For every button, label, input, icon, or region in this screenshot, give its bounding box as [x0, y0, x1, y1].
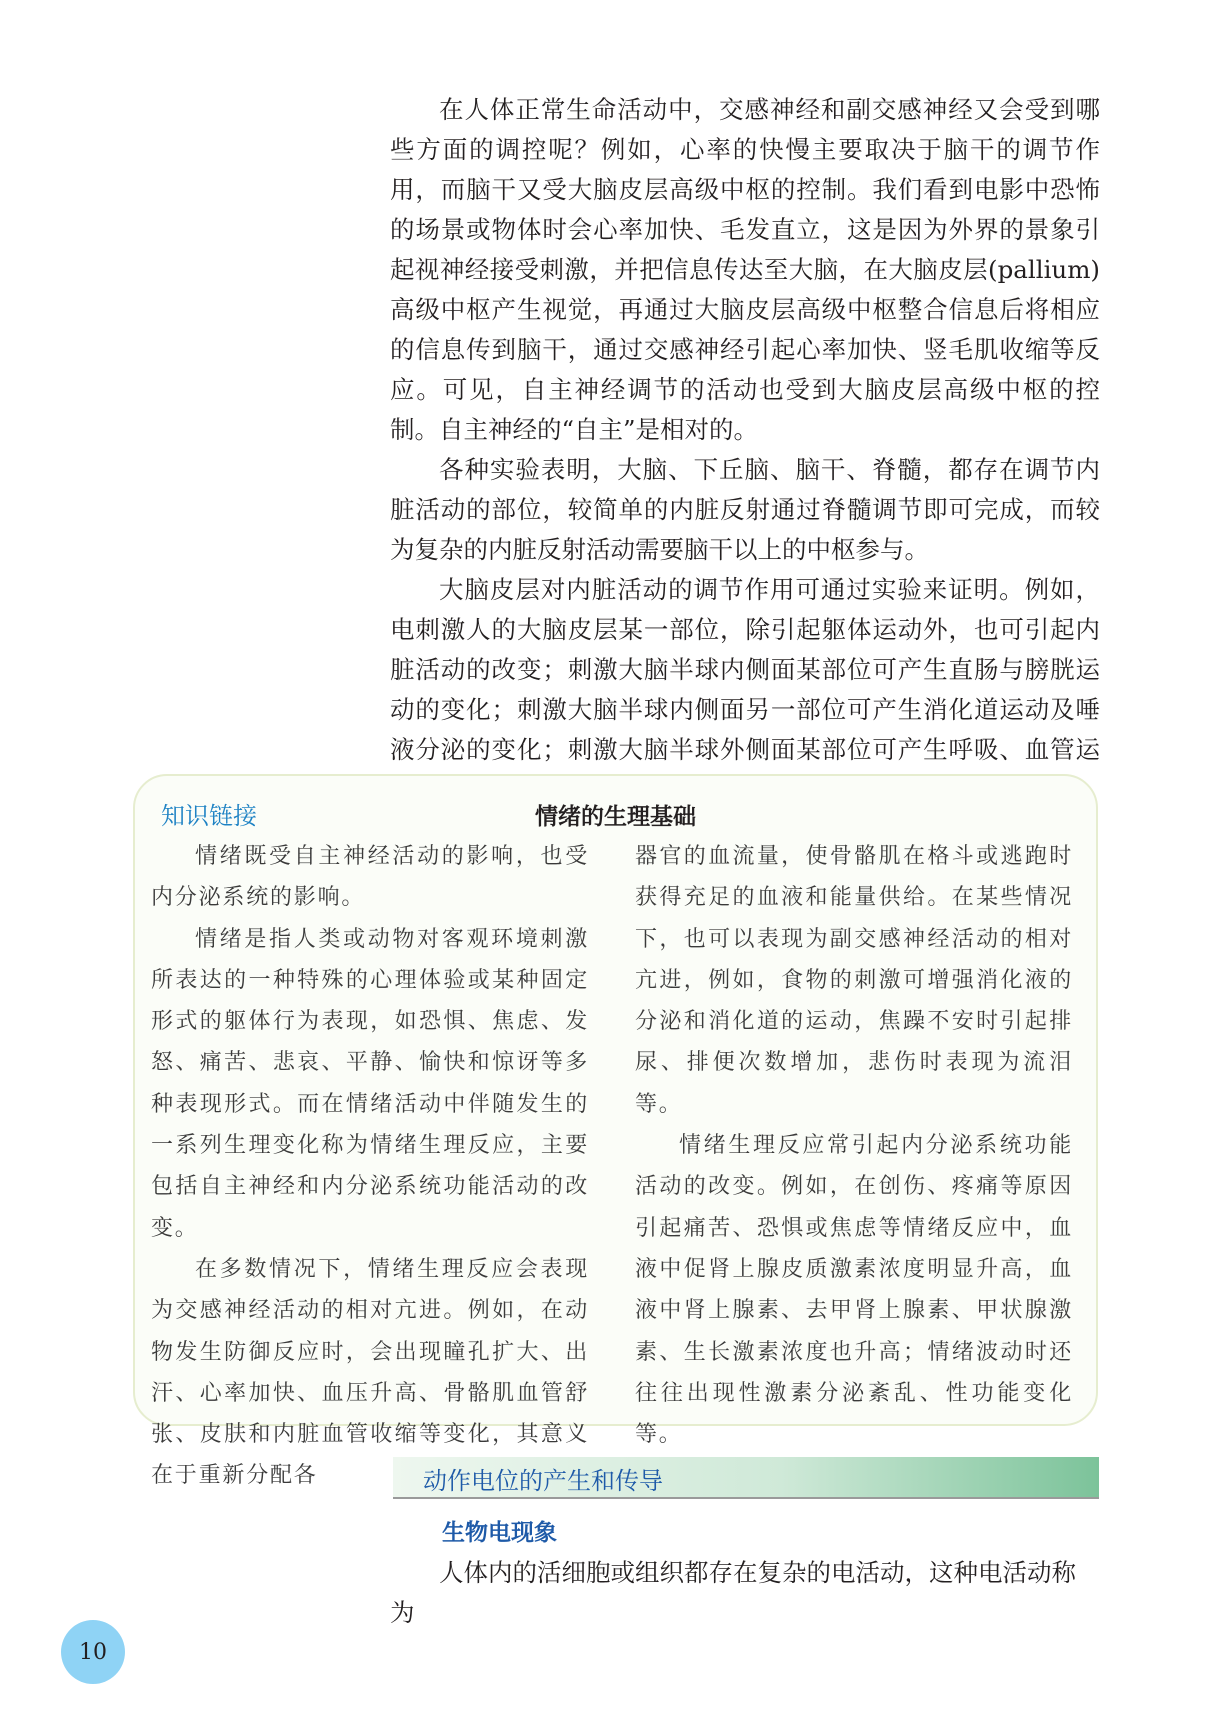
box-paragraph: 情绪是指人类或动物对客观环境刺激所表达的一种特殊的心理体验或某种固定形式的躯体行为表现，如恐惧、焦虑、发怒、痛苦、悲哀、平静、愉快和惊讶等多种表现形式。而在情绪活动中伴随发生的一系列生理变化称为情绪生理反应，主要包括自主神经和内分泌系统功能活动的改变。 — [151, 926, 589, 1241]
box-right-column — [635, 836, 1073, 1455]
paragraph: 人体内的活细胞或组织都存在复杂的电活动，这种电活动称为 — [390, 1558, 1076, 1627]
paragraph: 各种实验表明，大脑、下丘脑、脑干、脊髓，都存在调节内脏活动的部位，较简单的内脏反射通过脊髓调节即可完成，而较为复杂的内脏反射活动需要脑干以上的中枢参与。 — [390, 455, 1100, 564]
box-paragraph: 在多数情况下，情绪生理反应会表现为交感神经活动的相对亢进。例如，在动物发生防御反应时，会出现瞳孔扩大、出汗、心率加快、血压升高、骨骼肌血管舒张、皮肤和内脏血管收缩等变化，其意义在于重新分配各 — [151, 1256, 589, 1489]
box-paragraph: 情绪生理反应常引起内分泌系统功能活动的改变。例如，在创伤、疼痛等原因引起痛苦、恐惧或焦虑等情绪反应中，血液中促肾上腺皮质激素浓度明显升高，血液中肾上腺素、去甲肾上腺素、甲状腺激素、生长激素浓度也升高；情绪波动时还往往出现性激素分泌紊乱、性功能变化等。 — [635, 1133, 1073, 1448]
box-left-column — [151, 836, 589, 1497]
subheading: 生物电现象 — [442, 1520, 557, 1546]
box-paragraph-continuation: 器官的血流量，使骨骼肌在格斗或逃跑时获得充足的血液和能量供给。在某些情况下，也可以表现为副交感神经活动的相对亢进，例如，食物的刺激可增强消化液的分泌和消化道的运动，焦躁不安时引起排尿、排便次数增加，悲伤时表现为流泪等。 — [635, 844, 1073, 1117]
page-number: 10 — [61, 1620, 125, 1684]
section-heading-bar — [393, 1457, 1099, 1499]
box-paragraph: 情绪既受自主神经活动的影响，也受内分泌系统的影响。 — [151, 844, 589, 911]
box-title: 情绪的生理基础 — [535, 804, 696, 830]
box-tag: 知识链接 — [161, 802, 257, 830]
paragraph: 大脑皮层对内脏活动的调节作用可通过实验来证明。例如，电刺激人的大脑皮层某一部位，除引起躯体运动外，也可引起内脏活动的改变；刺激大脑半球内侧面某部位可产生直肠与膀胱运动的变化；刺激大脑半球内侧面另一部位可产生消化道运动及唾液分泌的变化；刺激大脑半球外侧面某部位可产生呼吸、血管运 — [390, 575, 1100, 764]
main-body-text — [390, 90, 1100, 810]
section-title: 动作电位的产生和传导 — [423, 1467, 663, 1495]
paragraph: 在人体正常生命活动中，交感神经和副交感神经又会受到哪些方面的调控呢？例如，心率的快慢主要取决于脑干的调节作用，而脑干又受大脑皮层高级中枢的控制。我们看到电影中恐怖的场景或物体时会心率加快、毛发直立，这是因为外界的景象引起视神经接受刺激，并把信息传达至大脑，在大脑皮层(pallium)高级中枢产生视觉，再通过大脑皮层高级中枢整合信息后将相应的信息传到脑干，通过交感神经引起心率加快、竖毛肌收缩等反应。可见，自主神经调节的活动也受到大脑皮层高级中枢的控制。自主神经的“自主”是相对的。 — [390, 95, 1100, 444]
